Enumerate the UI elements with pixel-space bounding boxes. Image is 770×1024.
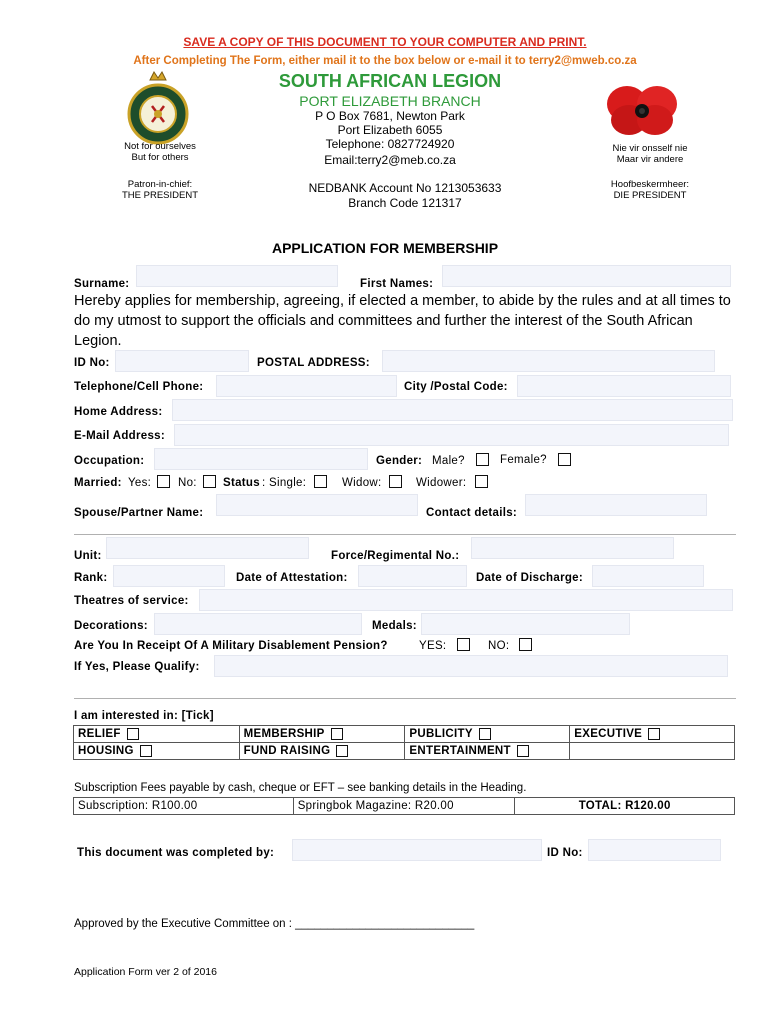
interest-relief[interactable] bbox=[74, 726, 240, 743]
first-names-label: First Names: bbox=[360, 278, 434, 290]
relief-checkbox[interactable] bbox=[127, 728, 139, 740]
telephone-label: Telephone/Cell Phone: bbox=[74, 381, 204, 393]
female-checkbox[interactable] bbox=[558, 453, 571, 466]
attestation-input[interactable] bbox=[358, 565, 467, 587]
occupation-label: Occupation: bbox=[74, 455, 145, 467]
poppy-icon bbox=[605, 80, 679, 140]
submission-instruction: After Completing The Form, either mail it to the box below or e-mail it to terry2@mweb.co.za bbox=[133, 55, 637, 67]
discharge-label: Date of Discharge: bbox=[476, 572, 584, 584]
id-no-label: ID No: bbox=[74, 357, 110, 369]
completed-id-input[interactable] bbox=[588, 839, 721, 861]
pension-question: Are You In Receipt Of A Military Disablement Pension? bbox=[74, 640, 388, 652]
unit-input[interactable] bbox=[106, 537, 309, 559]
interest-fund-raising-label: FUND RAISING bbox=[243, 745, 331, 758]
qualify-label: If Yes, Please Qualify: bbox=[74, 661, 200, 673]
org-telephone: Telephone: 0827724920 bbox=[325, 137, 455, 151]
force-input[interactable] bbox=[471, 537, 674, 559]
postal-address-input[interactable] bbox=[382, 350, 715, 372]
interest-table bbox=[73, 725, 735, 760]
city-postal-input[interactable] bbox=[517, 375, 731, 397]
unit-label: Unit: bbox=[74, 550, 102, 562]
rank-input[interactable] bbox=[113, 565, 225, 587]
publicity-checkbox[interactable] bbox=[479, 728, 491, 740]
entertainment-checkbox[interactable] bbox=[517, 745, 529, 757]
interest-entertainment[interactable] bbox=[405, 743, 570, 760]
patron-en-2: THE PRESIDENT bbox=[121, 190, 198, 201]
motto-en-1: Not for ourselves bbox=[124, 141, 196, 152]
approval-line: Approved by the Executive Committee on : ____________________________ bbox=[74, 918, 475, 930]
married-yes-checkbox[interactable] bbox=[157, 475, 170, 488]
org-name: SOUTH AFRICAN LEGION bbox=[278, 71, 502, 91]
rank-label: Rank: bbox=[74, 572, 108, 584]
interest-title: I am interested in: [Tick] bbox=[74, 710, 214, 722]
medals-label: Medals: bbox=[372, 620, 417, 632]
motto-af-1: Nie vir onsself nie bbox=[612, 143, 688, 154]
interest-housing[interactable] bbox=[74, 743, 240, 760]
fees-table bbox=[73, 797, 735, 815]
contact-label: Contact details: bbox=[426, 507, 518, 519]
motto-af-2: Maar vir andere bbox=[616, 154, 684, 165]
total-fee: TOTAL: R120.00 bbox=[515, 798, 735, 815]
footer-version: Application Form ver 2 of 2016 bbox=[74, 966, 217, 978]
force-label: Force/Regimental No.: bbox=[331, 550, 460, 562]
city-postal-label: City /Postal Code: bbox=[404, 381, 508, 393]
interest-publicity[interactable] bbox=[405, 726, 570, 743]
legion-crest-icon bbox=[126, 70, 190, 146]
single-label: : Single: bbox=[262, 477, 307, 489]
interest-membership[interactable] bbox=[239, 726, 405, 743]
medals-input[interactable] bbox=[421, 613, 630, 635]
interest-housing-label: HOUSING bbox=[78, 745, 134, 758]
home-address-input[interactable] bbox=[172, 399, 733, 421]
save-notice: SAVE A COPY OF THIS DOCUMENT TO YOUR COMPUTER AND PRINT. bbox=[183, 35, 587, 49]
interest-executive-label: EXECUTIVE bbox=[574, 728, 643, 741]
email-input[interactable] bbox=[174, 424, 729, 446]
address-line-1: P O Box 7681, Newton Park bbox=[315, 109, 465, 123]
home-address-label: Home Address: bbox=[74, 406, 163, 418]
magazine-fee: Springbok Magazine: R20.00 bbox=[293, 798, 515, 815]
interest-entertainment-label: ENTERTAINMENT bbox=[409, 745, 511, 758]
id-no-input[interactable] bbox=[115, 350, 249, 372]
patron-af-1: Hoofbeskermheer: bbox=[610, 179, 690, 190]
patron-en-1: Patron-in-chief: bbox=[127, 179, 193, 190]
pension-no-label: NO: bbox=[488, 640, 510, 652]
interest-membership-label: MEMBERSHIP bbox=[243, 728, 325, 741]
spouse-label: Spouse/Partner Name: bbox=[74, 507, 204, 519]
email-label: E-Mail Address: bbox=[74, 430, 165, 442]
single-checkbox[interactable] bbox=[314, 475, 327, 488]
attestation-label: Date of Attestation: bbox=[236, 572, 348, 584]
fees-note: Subscription Fees payable by cash, cheque or EFT – see banking details in the Heading. bbox=[74, 782, 527, 794]
discharge-input[interactable] bbox=[592, 565, 704, 587]
executive-checkbox[interactable] bbox=[648, 728, 660, 740]
gender-label: Gender: bbox=[376, 455, 423, 467]
address-line-2: Port Elizabeth 6055 bbox=[337, 123, 443, 137]
widower-label: Widower: bbox=[416, 477, 467, 489]
fund-raising-checkbox[interactable] bbox=[336, 745, 348, 757]
qualify-input[interactable] bbox=[214, 655, 728, 677]
widower-checkbox[interactable] bbox=[475, 475, 488, 488]
branch-name: PORT ELIZABETH BRANCH bbox=[299, 93, 481, 109]
interest-executive[interactable] bbox=[570, 726, 735, 743]
contact-input[interactable] bbox=[525, 494, 707, 516]
surname-label: Surname: bbox=[74, 278, 130, 290]
interest-relief-label: RELIEF bbox=[78, 728, 121, 741]
subscription-fee: Subscription: R100.00 bbox=[74, 798, 294, 815]
form-title: APPLICATION FOR MEMBERSHIP bbox=[271, 240, 499, 256]
married-label: Married: bbox=[74, 477, 122, 489]
decorations-label: Decorations: bbox=[74, 620, 148, 632]
first-names-input[interactable] bbox=[442, 265, 731, 287]
occupation-input[interactable] bbox=[154, 448, 368, 470]
married-no-checkbox[interactable] bbox=[203, 475, 216, 488]
pension-no-checkbox[interactable] bbox=[519, 638, 532, 651]
telephone-input[interactable] bbox=[216, 375, 397, 397]
married-yes-label: Yes: bbox=[128, 477, 152, 489]
status-label: Status bbox=[223, 477, 260, 489]
postal-address-label: POSTAL ADDRESS: bbox=[257, 357, 370, 369]
declaration-text: Hereby applies for membership, agreeing, if elected a member, to abide by the rules and at all times to do my utmost to support the officials and committees and further the interest of the South African Legion. bbox=[74, 293, 731, 349]
org-email: Email:terry2@meb.co.za bbox=[324, 153, 456, 167]
bank-account: NEDBANK Account No 1213053633 bbox=[308, 181, 502, 195]
male-label: Male? bbox=[432, 455, 465, 467]
pension-yes-checkbox[interactable] bbox=[457, 638, 470, 651]
widow-checkbox[interactable] bbox=[389, 475, 402, 488]
branch-code: Branch Code 121317 bbox=[348, 196, 462, 210]
widow-label: Widow: bbox=[342, 477, 382, 489]
section-divider-1 bbox=[74, 534, 736, 535]
housing-checkbox[interactable] bbox=[140, 745, 152, 757]
patron-af-2: DIE PRESIDENT bbox=[613, 190, 687, 201]
interest-publicity-label: PUBLICITY bbox=[409, 728, 473, 741]
surname-input[interactable] bbox=[136, 265, 338, 287]
married-no-label: No: bbox=[178, 477, 197, 489]
membership-checkbox[interactable] bbox=[331, 728, 343, 740]
spouse-input[interactable] bbox=[216, 494, 418, 516]
female-label: Female? bbox=[500, 454, 547, 466]
theatres-input[interactable] bbox=[199, 589, 733, 611]
completed-by-input[interactable] bbox=[292, 839, 542, 861]
motto-en-2: But for others bbox=[131, 152, 189, 163]
theatres-label: Theatres of service: bbox=[74, 595, 189, 607]
decorations-input[interactable] bbox=[154, 613, 362, 635]
interest-empty-cell bbox=[570, 743, 735, 760]
pension-yes-label: YES: bbox=[419, 640, 447, 652]
completed-by-label: This document was completed by: bbox=[77, 847, 275, 859]
completed-id-label: ID No: bbox=[547, 847, 583, 859]
section-divider-2 bbox=[74, 698, 736, 699]
male-checkbox[interactable] bbox=[476, 453, 489, 466]
interest-fund-raising[interactable] bbox=[239, 743, 405, 760]
